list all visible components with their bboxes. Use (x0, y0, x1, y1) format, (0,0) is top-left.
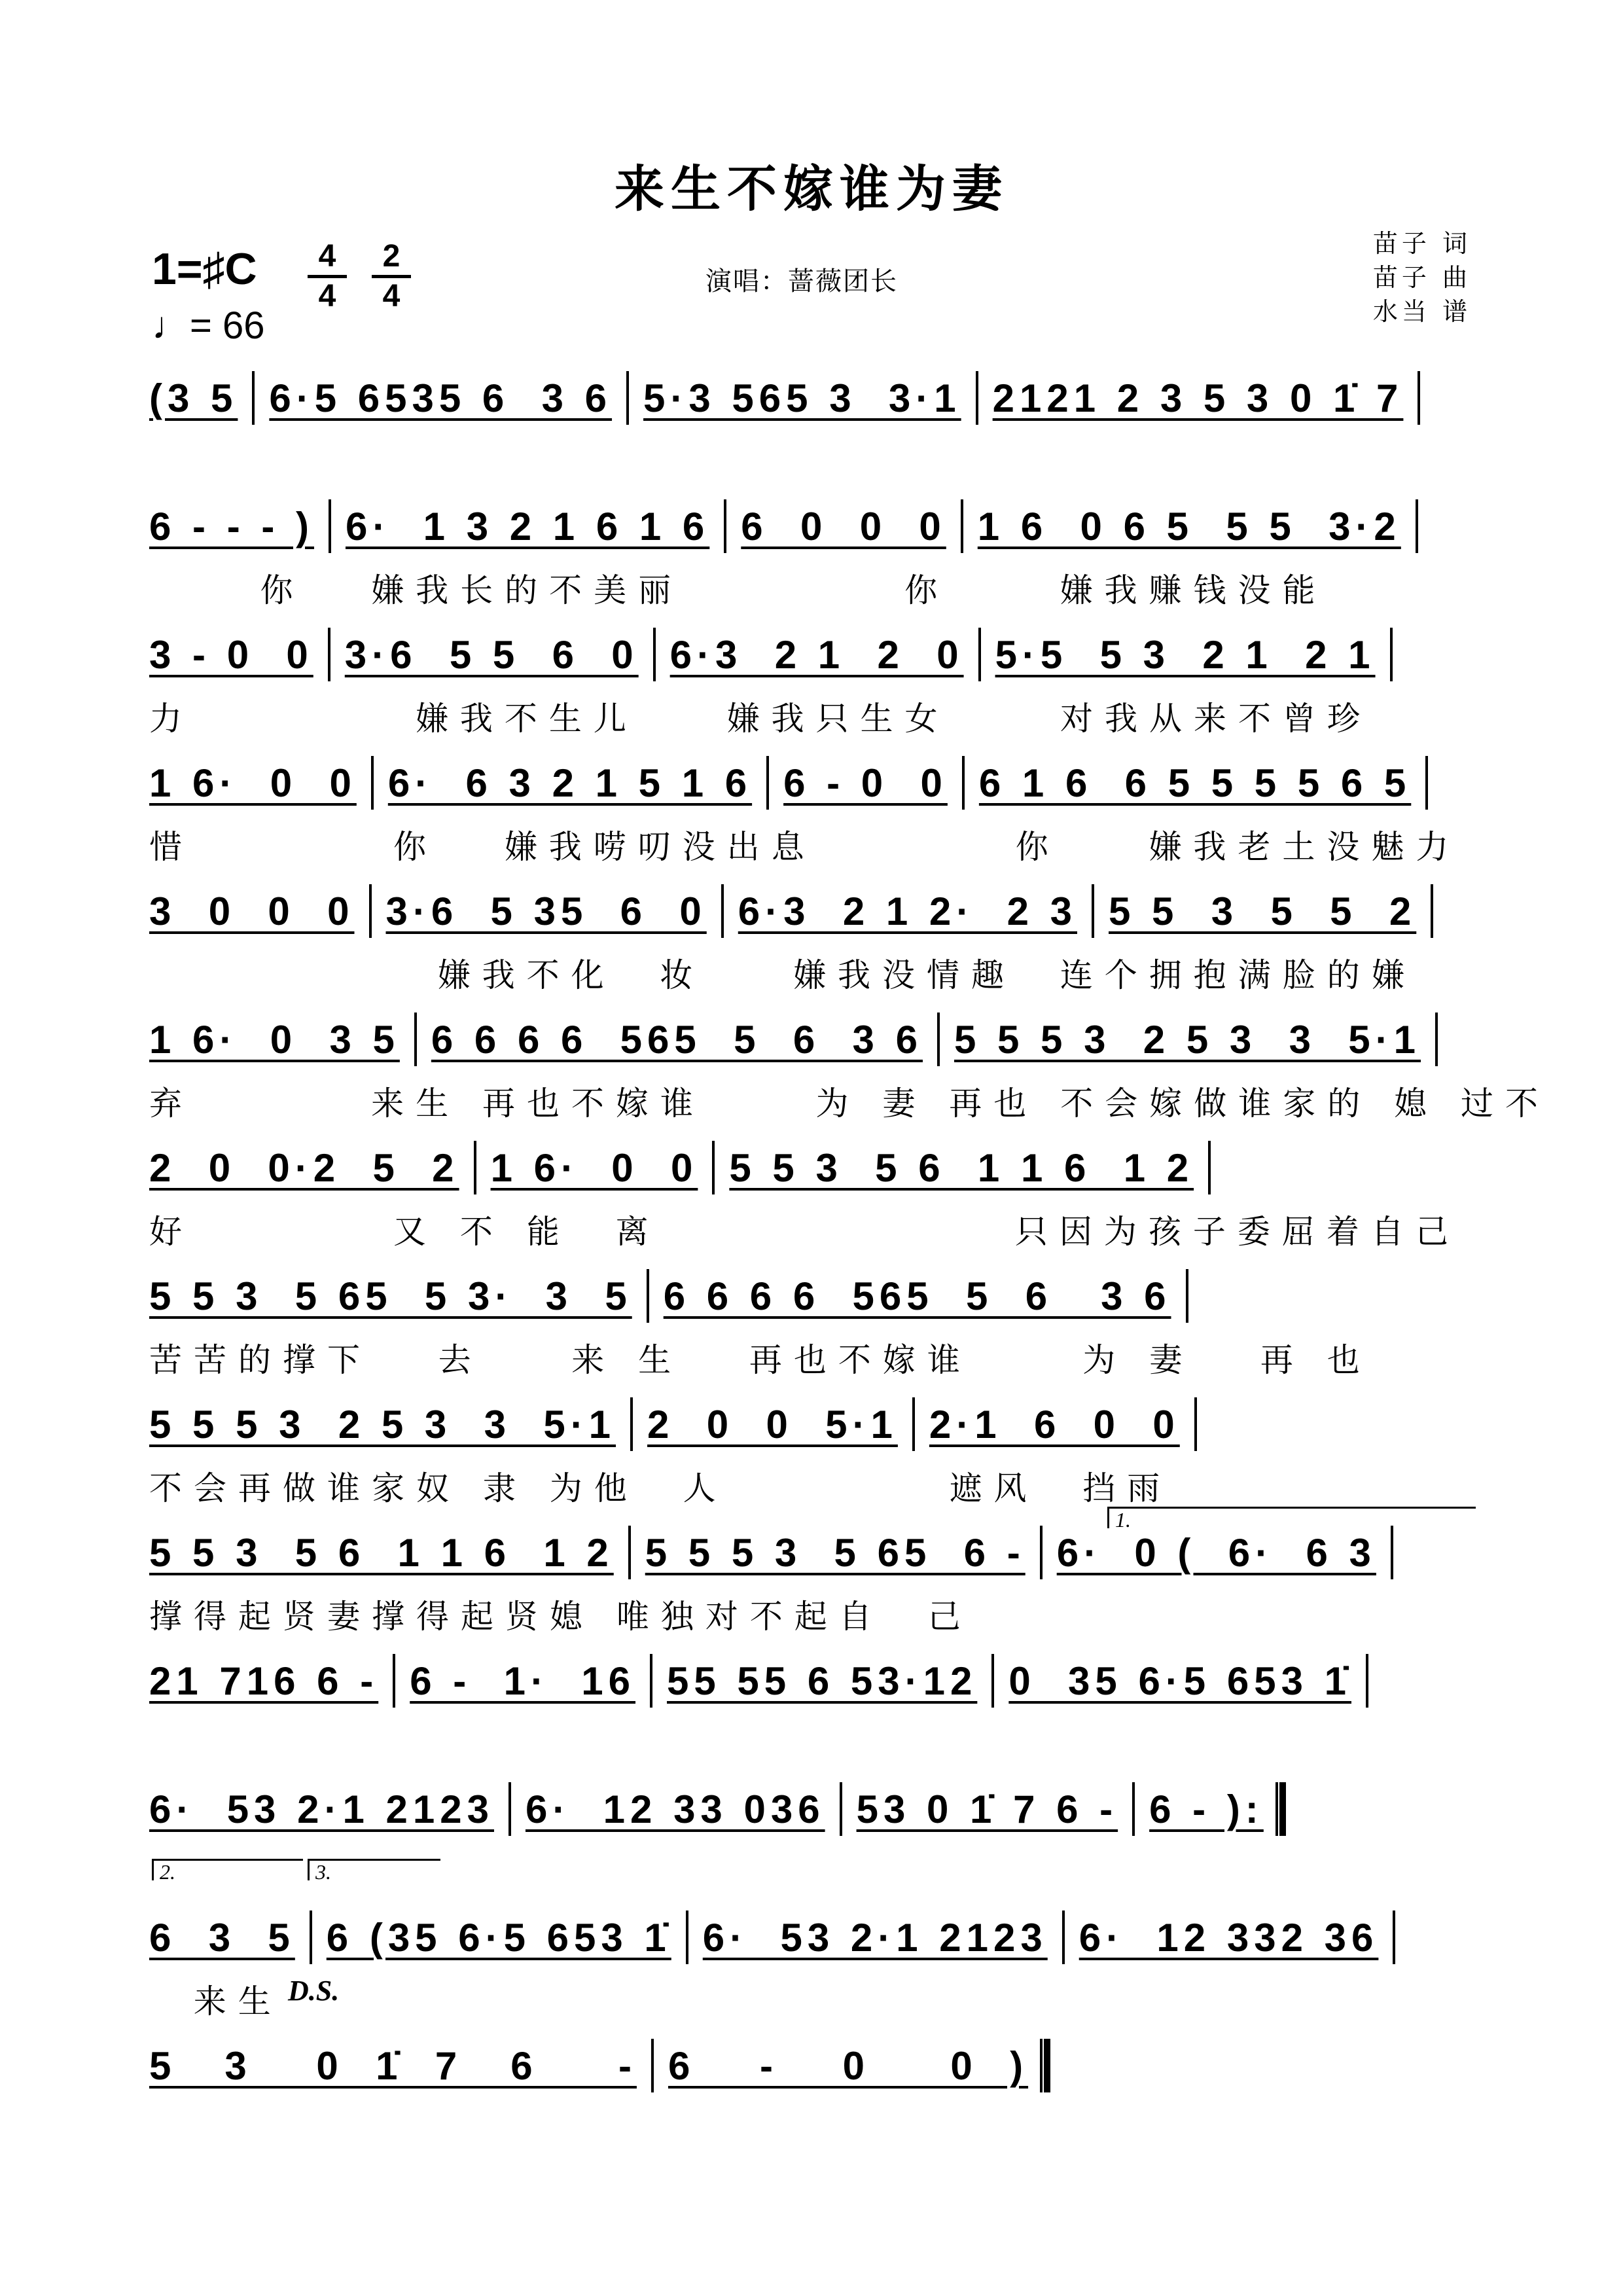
measure: 6 0 0 0 (741, 504, 946, 548)
barline (937, 1013, 940, 1066)
measure: 6· 0 ( 6· 6 3 (1056, 1530, 1376, 1575)
barline (1132, 1782, 1135, 1836)
measure: 5 3 0 1̇ 7 6 - (149, 2043, 637, 2088)
measure: 5 5 5 3 2 5 3 3 5·1 (149, 1402, 616, 1446)
measure: 5·5 5 3 2 1 2 1 (995, 632, 1376, 677)
barline (393, 1654, 395, 1708)
time-signature-1 (308, 241, 347, 312)
time-sig-1-bottom: 4 (318, 279, 336, 314)
barline-end (1418, 371, 1420, 425)
barline (912, 1397, 915, 1451)
measure: 6 1 6 6 5 5 5 5 6 5 (978, 761, 1412, 805)
measure: 5 5 3 5 6 1 1 6 1 2 (729, 1145, 1194, 1190)
measure: 2121 2 3 5 3 0 1̇ 7 (992, 376, 1404, 420)
barline (371, 756, 374, 810)
measure: 6· 12 33 036 (525, 1787, 825, 1831)
barline-end (1425, 756, 1428, 810)
lyric-line (149, 1712, 1466, 1778)
jianpu-score (149, 367, 1550, 2162)
measure: 21 716 6 - (149, 1659, 379, 1703)
volta-number: 1. (1115, 1508, 1131, 1532)
barline-end (1391, 1526, 1393, 1579)
measure: 53 0 1̇ 7 6 - (856, 1787, 1118, 1831)
measure: 1 6 0 6 5 5 5 3·2 (977, 504, 1401, 548)
measure: 6· 53 2·1 2123 (149, 1787, 494, 1831)
volta-bracket (1107, 1507, 1476, 1528)
measure: 6 6 6 6 565 5 6 3 6 (663, 1274, 1171, 1318)
composer-credit: 苗子 曲 (1372, 263, 1471, 292)
lyric-line: 力 嫌我不生儿 嫌我只生女 对我从来不曾珍 (149, 700, 1372, 738)
measure: 6· 1 3 2 1 6 1 6 (345, 504, 710, 548)
barline (647, 1269, 649, 1323)
singer-credit: 演唱：蔷薇团长 (705, 266, 898, 296)
barline (628, 1526, 631, 1579)
measure: (3 5 (149, 376, 238, 420)
measure: 5·3 565 3 3·1 (643, 376, 961, 420)
barline (508, 1782, 511, 1836)
barline (651, 2039, 654, 2092)
barline (766, 756, 769, 810)
barline (962, 756, 965, 810)
measure: 1 6· 0 0 (490, 1145, 698, 1190)
measure: 0 35 6·5 653 1̇ (1008, 1659, 1351, 1703)
measure: 3·6 5 5 6 0 (344, 632, 639, 677)
barline-end (1366, 1654, 1368, 1708)
music-line (149, 1008, 1466, 1071)
barline (329, 499, 331, 553)
measure: 1 6· 0 0 (149, 761, 357, 805)
measure: 5 5 3 5 6 1 1 6 1 2 (149, 1530, 614, 1575)
barline-end (1040, 2039, 1050, 2092)
barline-end (1435, 1013, 1438, 1066)
measure: 2 0 0 5·1 (647, 1402, 898, 1446)
measure: 6 - 0 0 (783, 761, 948, 805)
barline-end (1390, 628, 1393, 681)
music-line (149, 880, 1466, 942)
ds-marker: D.S. (288, 1975, 340, 2007)
barline (310, 1910, 312, 1964)
barline (978, 628, 981, 681)
music-line (149, 1521, 1466, 1584)
measure: 6 - 0 0 ) (668, 2043, 1029, 2088)
barline (653, 628, 656, 681)
barline (1062, 1910, 1065, 1964)
barline (686, 1910, 688, 1964)
barline (724, 499, 726, 553)
barline-end (1416, 499, 1418, 553)
music-line (149, 1906, 1466, 1969)
measure: 5 5 3 5 65 5 3· 3 5 (149, 1274, 632, 1318)
barline (712, 1141, 715, 1194)
lyric-line: 弃 来生 再也不嫁谁 为 妻 再也 不会嫁做谁家的 媳 过不 (149, 1085, 1550, 1122)
barline (721, 884, 724, 938)
lyric-line: 你 嫌我长的不美丽 你 嫌我赚钱没能 (149, 571, 1327, 609)
music-line (149, 623, 1466, 686)
measure: 3 - 0 0 (149, 632, 313, 677)
measure: 6 (35 6·5 653 1̇ (326, 1915, 671, 1960)
volta-number: 2. (160, 1860, 175, 1884)
lyric-line: 来生 (149, 1982, 283, 2020)
music-line (149, 367, 1466, 429)
measure: 6·3 2 1 2· 2 3 (738, 889, 1077, 933)
barline-end (1194, 1397, 1197, 1451)
measure: 3 0 0 0 (149, 889, 355, 933)
barline (414, 1013, 417, 1066)
time-signature-2 (372, 241, 411, 312)
song-title: 来生不嫁谁为妻 (615, 160, 1008, 218)
barline (630, 1397, 633, 1451)
measure: 3·6 5 35 6 0 (385, 889, 707, 933)
measure: 6 3 5 (149, 1915, 295, 1960)
volta-number: 3. (315, 1860, 331, 1884)
barline-end (1431, 884, 1433, 938)
lyric-line: 撑得起贤妻撑得起贤媳 唯独对不起自 己 (149, 1598, 972, 1636)
barline (369, 884, 372, 938)
author-credits (1373, 226, 1471, 329)
barline (626, 371, 629, 425)
music-line (149, 1778, 1466, 1840)
barline (1040, 1526, 1043, 1579)
measure: 1 6· 0 3 5 (149, 1017, 400, 1062)
lyric-line: 不会再做谁家奴 隶 为他 人 遮风 挡雨 (149, 1469, 1172, 1507)
lyric-line: 惜 你 嫌我唠叨没出息 你 嫌我老土没魅力 (149, 828, 1461, 866)
barline (991, 1654, 994, 1708)
measure: 6·3 2 1 2 0 (669, 632, 964, 677)
key-signature: 1=♯C (152, 244, 257, 294)
music-line (149, 1649, 1466, 1712)
barline (840, 1782, 842, 1836)
barline (650, 1654, 652, 1708)
barline-end (1186, 1269, 1188, 1323)
barline (474, 1141, 476, 1194)
measure: 6 - 1· 16 (410, 1659, 636, 1703)
transcriber-credit: 水当 谱 (1372, 297, 1471, 326)
measure: 6·5 6535 6 3 6 (269, 376, 613, 420)
measure: 5 5 5 3 5 65 6 - (645, 1530, 1026, 1575)
measure: 6· 12 332 36 (1079, 1915, 1379, 1960)
measure: 6· 6 3 2 1 5 1 6 (387, 761, 753, 805)
lyric-line: 嫌我不化 妆 嫌我没情趣 连个拥抱满脸的嫌 (149, 956, 1416, 994)
measure: 6 6 6 6 565 5 6 3 6 (431, 1017, 923, 1062)
music-line (149, 1265, 1466, 1327)
measure: 55 55 6 53·12 (667, 1659, 978, 1703)
tempo-marking: ♩= 66 (152, 304, 265, 347)
music-line (149, 2034, 1466, 2097)
measure: 2·1 6 0 0 (929, 1402, 1180, 1446)
measure: 2 0 0·2 5 2 (149, 1145, 459, 1190)
barline-end (1393, 1910, 1395, 1964)
measure: 5 5 5 3 2 5 3 3 5·1 (954, 1017, 1421, 1062)
time-sig-2-top: 2 (372, 241, 411, 278)
barline (961, 499, 963, 553)
time-sig-1-top: 4 (308, 241, 347, 278)
music-line (149, 1393, 1466, 1456)
measure: 6· 53 2·1 2123 (702, 1915, 1048, 1960)
music-line (149, 1136, 1466, 1199)
lyric-line: 好 又 不 能 离 只因为孩子委屈着自己 (149, 1213, 1460, 1251)
measure: 6 - - - ) (149, 504, 314, 548)
measure: 6 - ): (1149, 1787, 1264, 1831)
barline-end (1275, 1782, 1286, 1836)
barline (328, 628, 330, 681)
barline (1092, 884, 1094, 938)
barline (252, 371, 255, 425)
lyric-line (149, 2097, 1466, 2162)
lyric-line: 苦苦的撑下 去 来 生 再也不嫁谁 为 妻 再 也 (149, 1341, 1372, 1379)
music-line (149, 751, 1466, 814)
time-sig-2-bottom: 4 (382, 279, 401, 314)
lyric-line (149, 429, 1466, 495)
barline (976, 371, 978, 425)
music-line (149, 495, 1466, 558)
lyricist-credit: 苗子 词 (1372, 229, 1471, 258)
measure: 5 5 3 5 5 2 (1109, 889, 1417, 933)
barline-end (1208, 1141, 1211, 1194)
